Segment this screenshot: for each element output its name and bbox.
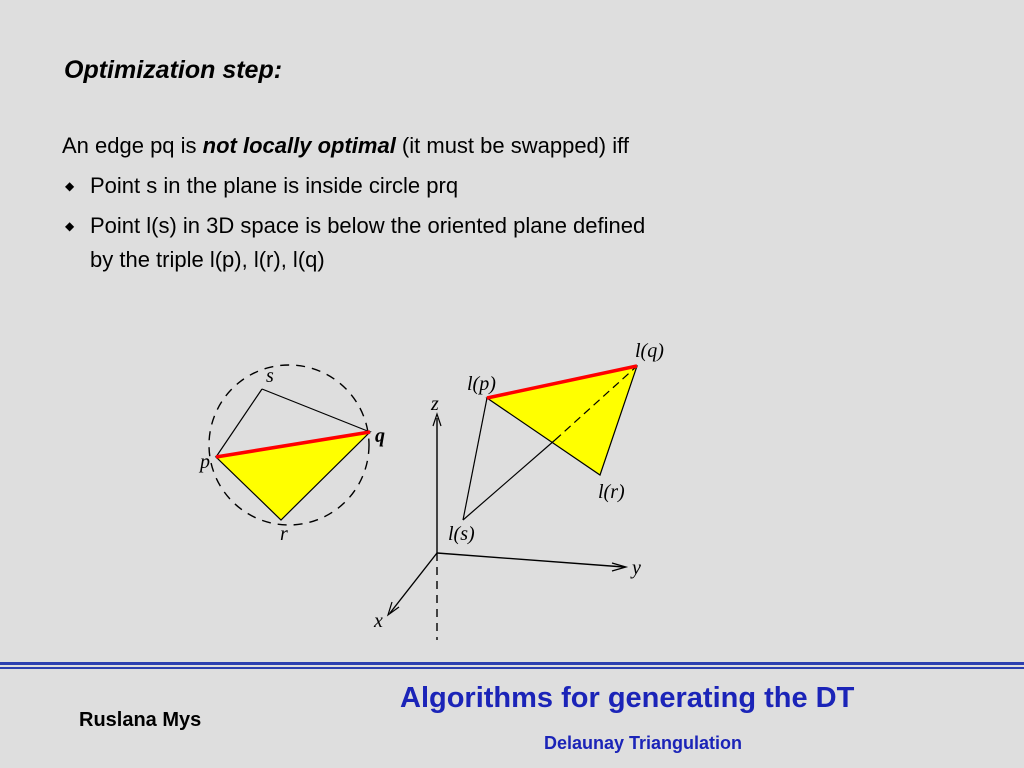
- footer-divider-bottom: [0, 667, 1024, 669]
- intro-emphasis: not locally optimal: [202, 133, 396, 158]
- label-q: q: [375, 425, 385, 447]
- intro-text-before: An edge pq is: [62, 133, 203, 158]
- label-x: x: [374, 610, 383, 632]
- planar-figure: [198, 365, 385, 545]
- label-lr: l(r): [598, 481, 625, 503]
- footer-subtitle: Delaunay Triangulation: [544, 733, 743, 753]
- label-z: z: [431, 393, 439, 415]
- bullet-text-1: Point s in the plane is inside circle prq: [90, 173, 459, 198]
- label-r: r: [280, 523, 288, 545]
- label-s: s: [266, 365, 274, 387]
- intro-text-after: (it must be swapped) iff: [395, 133, 629, 158]
- x-axis: [390, 553, 437, 613]
- y-axis: [437, 553, 624, 567]
- bullet-text-2-line2: by the triple l(p), l(r), l(q): [90, 247, 325, 272]
- footer-title: Algorithms for generating the DT: [400, 682, 855, 714]
- label-ls: l(s): [448, 523, 475, 545]
- label-y: y: [632, 557, 641, 579]
- label-lp: l(p): [467, 373, 496, 395]
- slide-heading: Optimization step:: [64, 56, 283, 84]
- edge-ps: [216, 389, 262, 457]
- diamond-bullet-icon: ◆: [65, 179, 75, 193]
- bullet-text-2-line1: Point l(s) in 3D space is below the oriented plane defined: [90, 213, 646, 238]
- edge-sq: [262, 389, 370, 432]
- diamond-bullet-icon: ◆: [65, 219, 75, 233]
- label-p: p: [200, 451, 210, 473]
- label-lq: l(q): [635, 340, 664, 362]
- lifted-figure: [373, 340, 664, 640]
- footer-divider-top: [0, 662, 1024, 665]
- footer-author: Ruslana Mys: [79, 709, 202, 731]
